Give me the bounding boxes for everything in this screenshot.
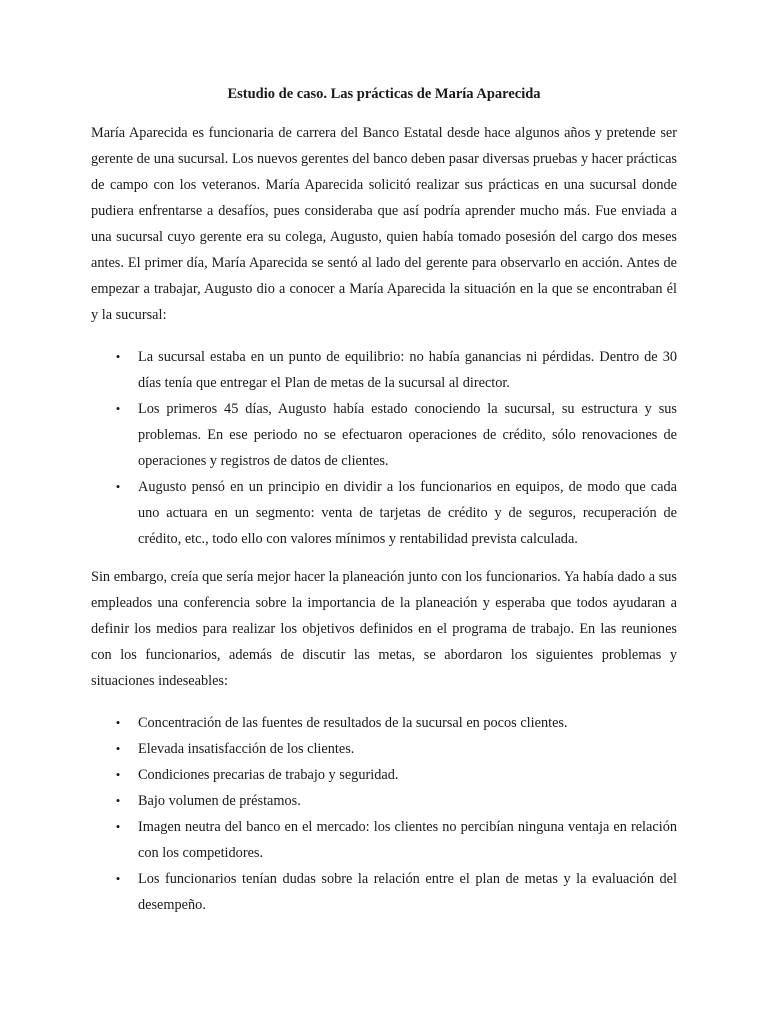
- bullet-icon: •: [115, 715, 121, 730]
- bullet-icon: •: [115, 401, 121, 416]
- paragraph-intro: María Aparecida es funcionaria de carrera del Banco Estatal desde hace algunos años y pretende ser gerente de una sucursal. Los nuevos gerentes del banco deben pasar diversas pruebas y hacer prácticas de campo con los veteranos. María Aparecida solicitó realizar sus prácticas en una sucursal donde pudiera enfrentarse a desafíos, pues consideraba que así podría aprender mucho más. Fue enviada a una sucursal cuyo gerente era su colega, Augusto, quien había tomado posesión del cargo dos meses antes. El primer día, María Aparecida se sentó al lado del gerente para observarlo en acción. Antes de empezar a trabajar, Augusto dio a conocer a María Aparecida la situación en la que se encontraban él y la sucursal:: [91, 125, 677, 323]
- bullet-icon: •: [115, 819, 121, 834]
- bullet-icon: •: [115, 871, 121, 886]
- list-item-text: Bajo volumen de préstamos.: [138, 793, 301, 809]
- list-item-text: Los primeros 45 días, Augusto había estado conociendo la sucursal, su estructura y sus problemas. En ese periodo no se efectuaron operaciones de crédito, sólo renovaciones de operaciones y registros de datos de clientes.: [138, 401, 677, 469]
- list-item: [91, 736, 677, 762]
- list-item-text: Los funcionarios tenían dudas sobre la relación entre el plan de metas y la evaluación del desempeño.: [138, 871, 677, 913]
- bullet-icon: •: [115, 793, 121, 808]
- list-item-text: Elevada insatisfacción de los clientes.: [138, 741, 355, 757]
- bullet-icon: •: [115, 349, 121, 364]
- list-item: [91, 710, 677, 736]
- list-item-text: Condiciones precarias de trabajo y seguridad.: [138, 767, 399, 783]
- list-item-text: La sucursal estaba en un punto de equilibrio: no había ganancias ni pérdidas. Dentro de 30 días tenía que entregar el Plan de metas de la sucursal al director.: [138, 349, 677, 391]
- list-item: [91, 344, 677, 396]
- list-item: [91, 814, 677, 866]
- list-item-text: Augusto pensó en un principio en dividir a los funcionarios en equipos, de modo que cada uno actuara en un segmento: venta de tarjetas de crédito y de seguros, recuperación de crédito, etc., todo ello con valores mínimos y rentabilidad prevista calculada.: [138, 479, 677, 547]
- list-item: [91, 788, 677, 814]
- document-title: Estudio de caso. Las prácticas de María Aparecida: [227, 86, 541, 102]
- list-item-text: Imagen neutra del banco en el mercado: los clientes no percibían ninguna ventaja en relación con los competidores.: [138, 819, 677, 861]
- list-item: [91, 866, 677, 918]
- bullet-list-problems: [91, 710, 677, 918]
- bullet-icon: •: [115, 767, 121, 782]
- bullet-icon: •: [115, 741, 121, 756]
- list-item: [91, 762, 677, 788]
- document-body: [91, 84, 677, 918]
- list-item: [91, 474, 677, 552]
- list-item-text: Concentración de las fuentes de resultados de la sucursal en pocos clientes.: [138, 715, 568, 731]
- bullet-list-situation: [91, 344, 677, 552]
- paragraph-planning: Sin embargo, creía que sería mejor hacer la planeación junto con los funcionarios. Ya había dado a sus empleados una conferencia sobre la importancia de la planeación y esperaba que todos ayudaran a definir los medios para realizar los objetivos definidos en el programa de trabajo. En las reuniones con los funcionarios, además de discutir las metas, se abordaron los siguientes problemas y situaciones indeseables:: [91, 569, 677, 689]
- list-item: [91, 396, 677, 474]
- bullet-icon: •: [115, 479, 121, 494]
